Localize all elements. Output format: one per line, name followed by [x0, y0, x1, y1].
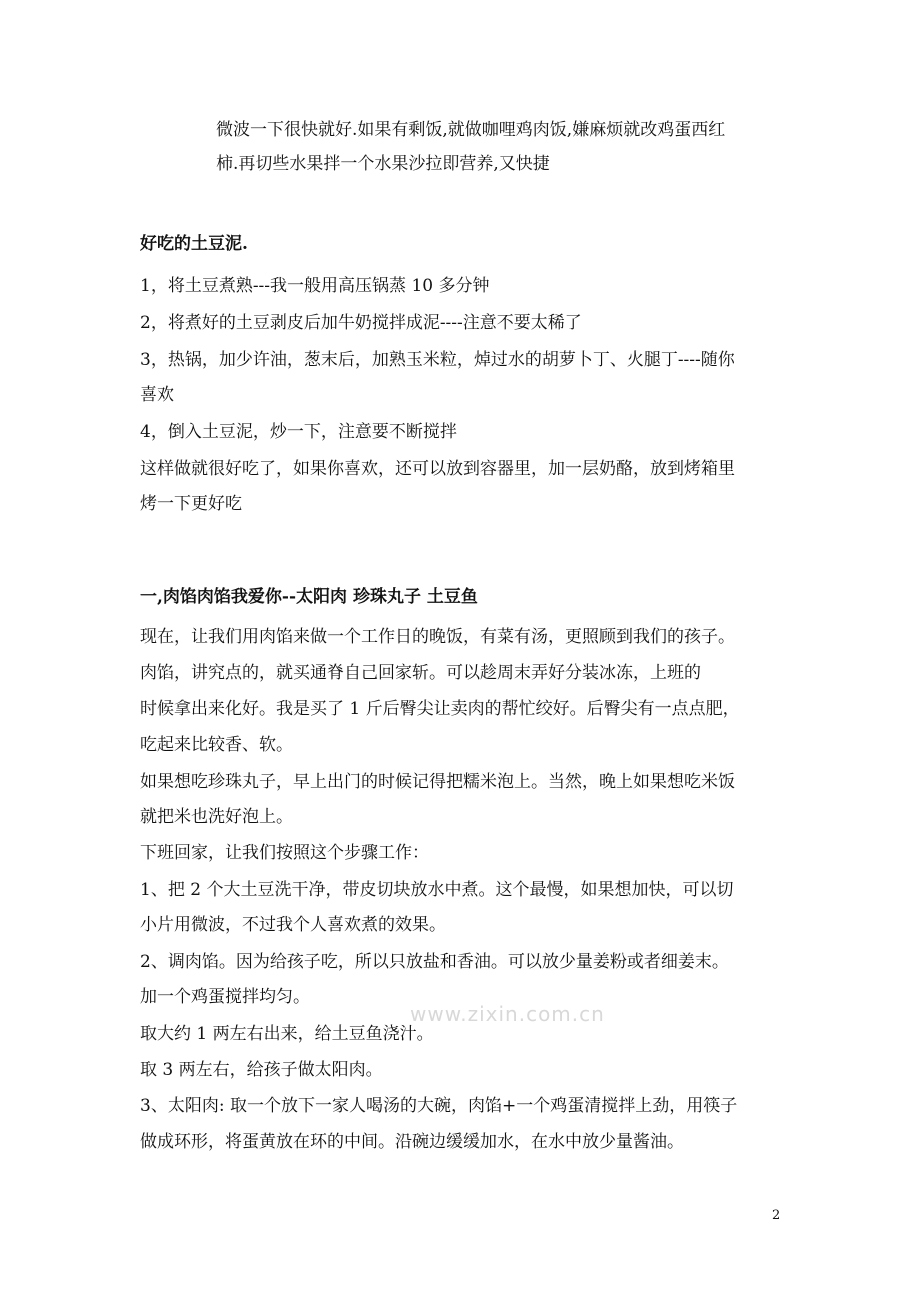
meat-line-5: 如果想吃珍珠丸子，早上出门的时候记得把糯米泡上。当然，晚上如果想吃米饭 — [140, 772, 735, 792]
section-title-potato-mash: 好吃的土豆泥. — [140, 234, 248, 254]
meat-line-7: 下班回家，让我们按照这个步骤工作： — [140, 843, 429, 863]
section-title-meat: 一,肉馅肉馅我爱你--太阳肉 珍珠丸子 土豆鱼 — [140, 587, 478, 607]
potato-conclusion-1: 这样做就很好吃了，如果你喜欢，还可以放到容器里，加一层奶酪，放到烤箱里 — [140, 459, 735, 479]
meat-line-4: 吃起来比较香、软。 — [140, 735, 293, 755]
intro-line-1: 微波一下很快就好.如果有剩饭,就做咖哩鸡肉饭,嫌麻烦就改鸡蛋西红 — [216, 120, 726, 140]
meat-line-2: 肉馅，讲究点的，就买通脊自己回家斩。可以趁周末弄好分装冰冻，上班的 — [140, 663, 701, 683]
potato-step-3-cont: 喜欢 — [140, 385, 174, 405]
meat-line-12: 取大约 1 两左右出来，给土豆鱼浇汁。 — [140, 1024, 434, 1044]
page-number: 2 — [772, 1208, 781, 1223]
potato-step-4: 4，倒入土豆泥，炒一下，注意要不断搅拌 — [140, 422, 457, 442]
potato-step-1: 1，将土豆煮熟---我一般用高压锅蒸 10 多分钟 — [140, 276, 490, 296]
meat-line-14: 3、太阳肉: 取一个放下一家人喝汤的大碗，肉馅+一个鸡蛋清搅拌上劲，用筷子 — [140, 1096, 738, 1116]
meat-line-1: 现在，让我们用肉馅来做一个工作日的晚饭，有菜有汤，更照顾到我们的孩子。 — [140, 627, 735, 647]
meat-line-10: 2、调肉馅。因为给孩子吃，所以只放盐和香油。可以放少量姜粉或者细姜末。 — [140, 952, 729, 972]
potato-step-2: 2，将煮好的土豆剥皮后加牛奶搅拌成泥----注意不要太稀了 — [140, 313, 582, 333]
meat-line-8: 1、把 2 个大土豆洗干净，带皮切块放水中煮。这个最慢，如果想加快，可以切 — [140, 880, 734, 900]
watermark: www.zixin.com.cn — [410, 1002, 605, 1026]
intro-line-2: 柿.再切些水果拌一个水果沙拉即营养,又快捷 — [216, 154, 550, 174]
meat-line-11: 加一个鸡蛋搅拌均匀。 — [140, 987, 310, 1007]
potato-step-3: 3，热锅，加少许油，葱末后，加熟玉米粒，焯过水的胡萝卜丁、火腿丁----随你 — [140, 350, 735, 370]
meat-line-13: 取 3 两左右，给孩子做太阳肉。 — [140, 1060, 383, 1080]
meat-line-3: 时候拿出来化好。我是买了 1 斤后臀尖让卖肉的帮忙绞好。后臀尖有一点点肥， — [140, 699, 740, 719]
meat-line-6: 就把米也洗好泡上。 — [140, 807, 293, 827]
meat-line-9: 小片用微波，不过我个人喜欢煮的效果。 — [140, 915, 446, 935]
potato-conclusion-2: 烤一下更好吃 — [140, 494, 242, 514]
meat-line-15: 做成环形，将蛋黄放在环的中间。沿碗边缓缓加水，在水中放少量酱油。 — [140, 1132, 684, 1152]
